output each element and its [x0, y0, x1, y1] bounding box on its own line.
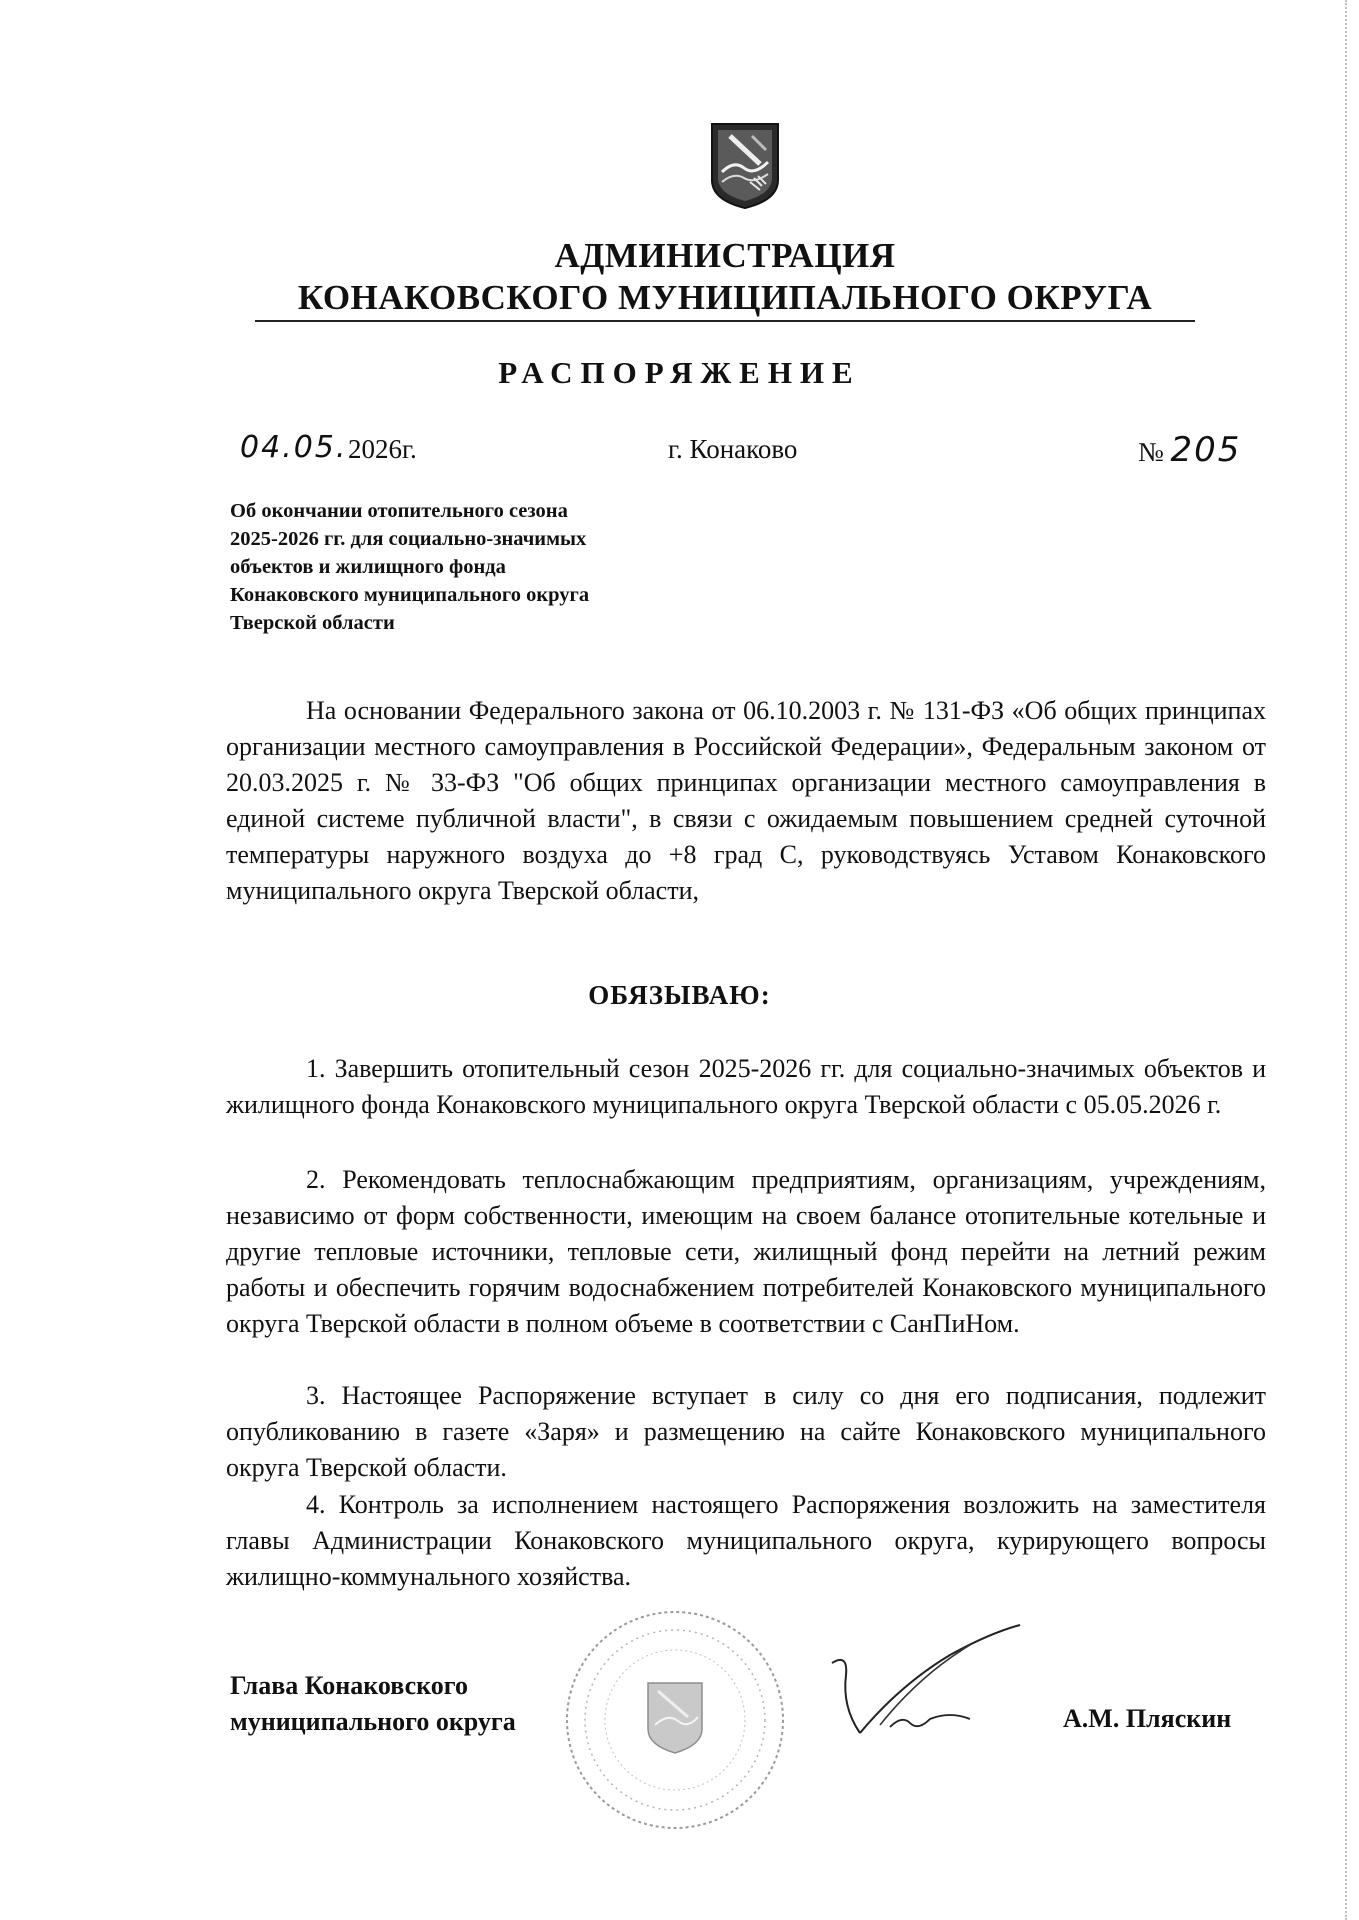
city-label: г. Конаково — [668, 434, 798, 464]
document-number — [1138, 430, 1241, 470]
number-handwritten: 205 — [1170, 430, 1242, 470]
date-number-row — [0, 430, 1359, 470]
order-item-2: 2. Рекомендовать теплоснабжающим предприятиям, организациям, учреждениям, независимо от форм собственности, имеющим на своем балансе отопительные котельные и другие тепловые источники, тепловые сети, жилищный фонд перейти на летний режим работы и обеспечить горячим водоснабжением потребителей Конаковского муниципального округа Тверской области в полном объеме в соответствии с СанПиНом. — [226, 1165, 1266, 1338]
signatory-line1: Глава Конаковского — [230, 1671, 468, 1700]
subject-line: 2025-2026 гг. для социально-значимых — [230, 528, 587, 550]
document-subject — [230, 497, 790, 637]
signer-name: А.М. Пляскин — [1063, 1704, 1232, 1733]
subject-line: Об окончании отопительного сезона — [230, 500, 568, 522]
order-item-3: 3. Настоящее Распоряжение вступает в силу со дня его подписания, подлежит опубликованию в газете «Заря» и размещению на сайте Конаковского муниципального округа Тверской области. — [226, 1381, 1266, 1482]
handwritten-signature — [820, 1615, 1070, 1765]
order-item-4: 4. Контроль за исполнением настоящего Распоряжения возложить на заместителя главы Администрации Конаковского муниципального округа, курирующего вопросы жилищно-коммунального хозяйства. — [226, 1490, 1266, 1591]
subject-line: Тверской области — [230, 612, 395, 634]
issuer-title-line1: АДМИНИСТРАЦИЯ — [554, 236, 896, 275]
signatory-line2: муниципального округа — [230, 1707, 516, 1736]
basis-paragraph: На основании Федерального закона от 06.10.2003 г. № 131-ФЗ «Об общих принципах организации местного самоуправления в Российской Федерации», Федеральным законом от 20.03.2025 г. № 33-ФЗ "Об общих принципах организации местного самоуправления в единой системе публичной власти", в связи с ожидаемым повышением средней суточной температуры наружного воздуха до +8 град С, руководствуясь Уставом Конаковского муниципального округа Тверской области, — [226, 696, 1266, 905]
page-edge-divider — [1343, 0, 1347, 1920]
header-underline — [255, 320, 1195, 322]
official-seal-icon — [560, 1605, 790, 1835]
order-item-1: 1. Завершить отопительный сезон 2025-2026 гг. для социально-значимых объектов и жилищного фонда Конаковского муниципального округа Тверской области с 05.05.2026 г. — [226, 1054, 1266, 1119]
date-printed: 2026г. — [348, 434, 417, 464]
issuer-title-line2: КОНАКОВСКОГО МУНИЦИПАЛЬНОГО ОКРУГА — [297, 278, 1153, 317]
document-type-title: РАСПОРЯЖЕНИЕ — [498, 355, 861, 390]
signatory-position — [230, 1668, 516, 1740]
coat-of-arms-icon — [708, 120, 782, 210]
number-sign: № — [1138, 437, 1164, 467]
subject-line: Конаковского муниципального округа — [230, 584, 590, 606]
oblige-heading: ОБЯЗЫВАЮ: — [588, 980, 771, 1010]
subject-line: объектов и жилищного фонда — [230, 556, 506, 578]
date-handwritten: 04.05. — [240, 430, 348, 465]
issuer-header — [255, 235, 1195, 319]
